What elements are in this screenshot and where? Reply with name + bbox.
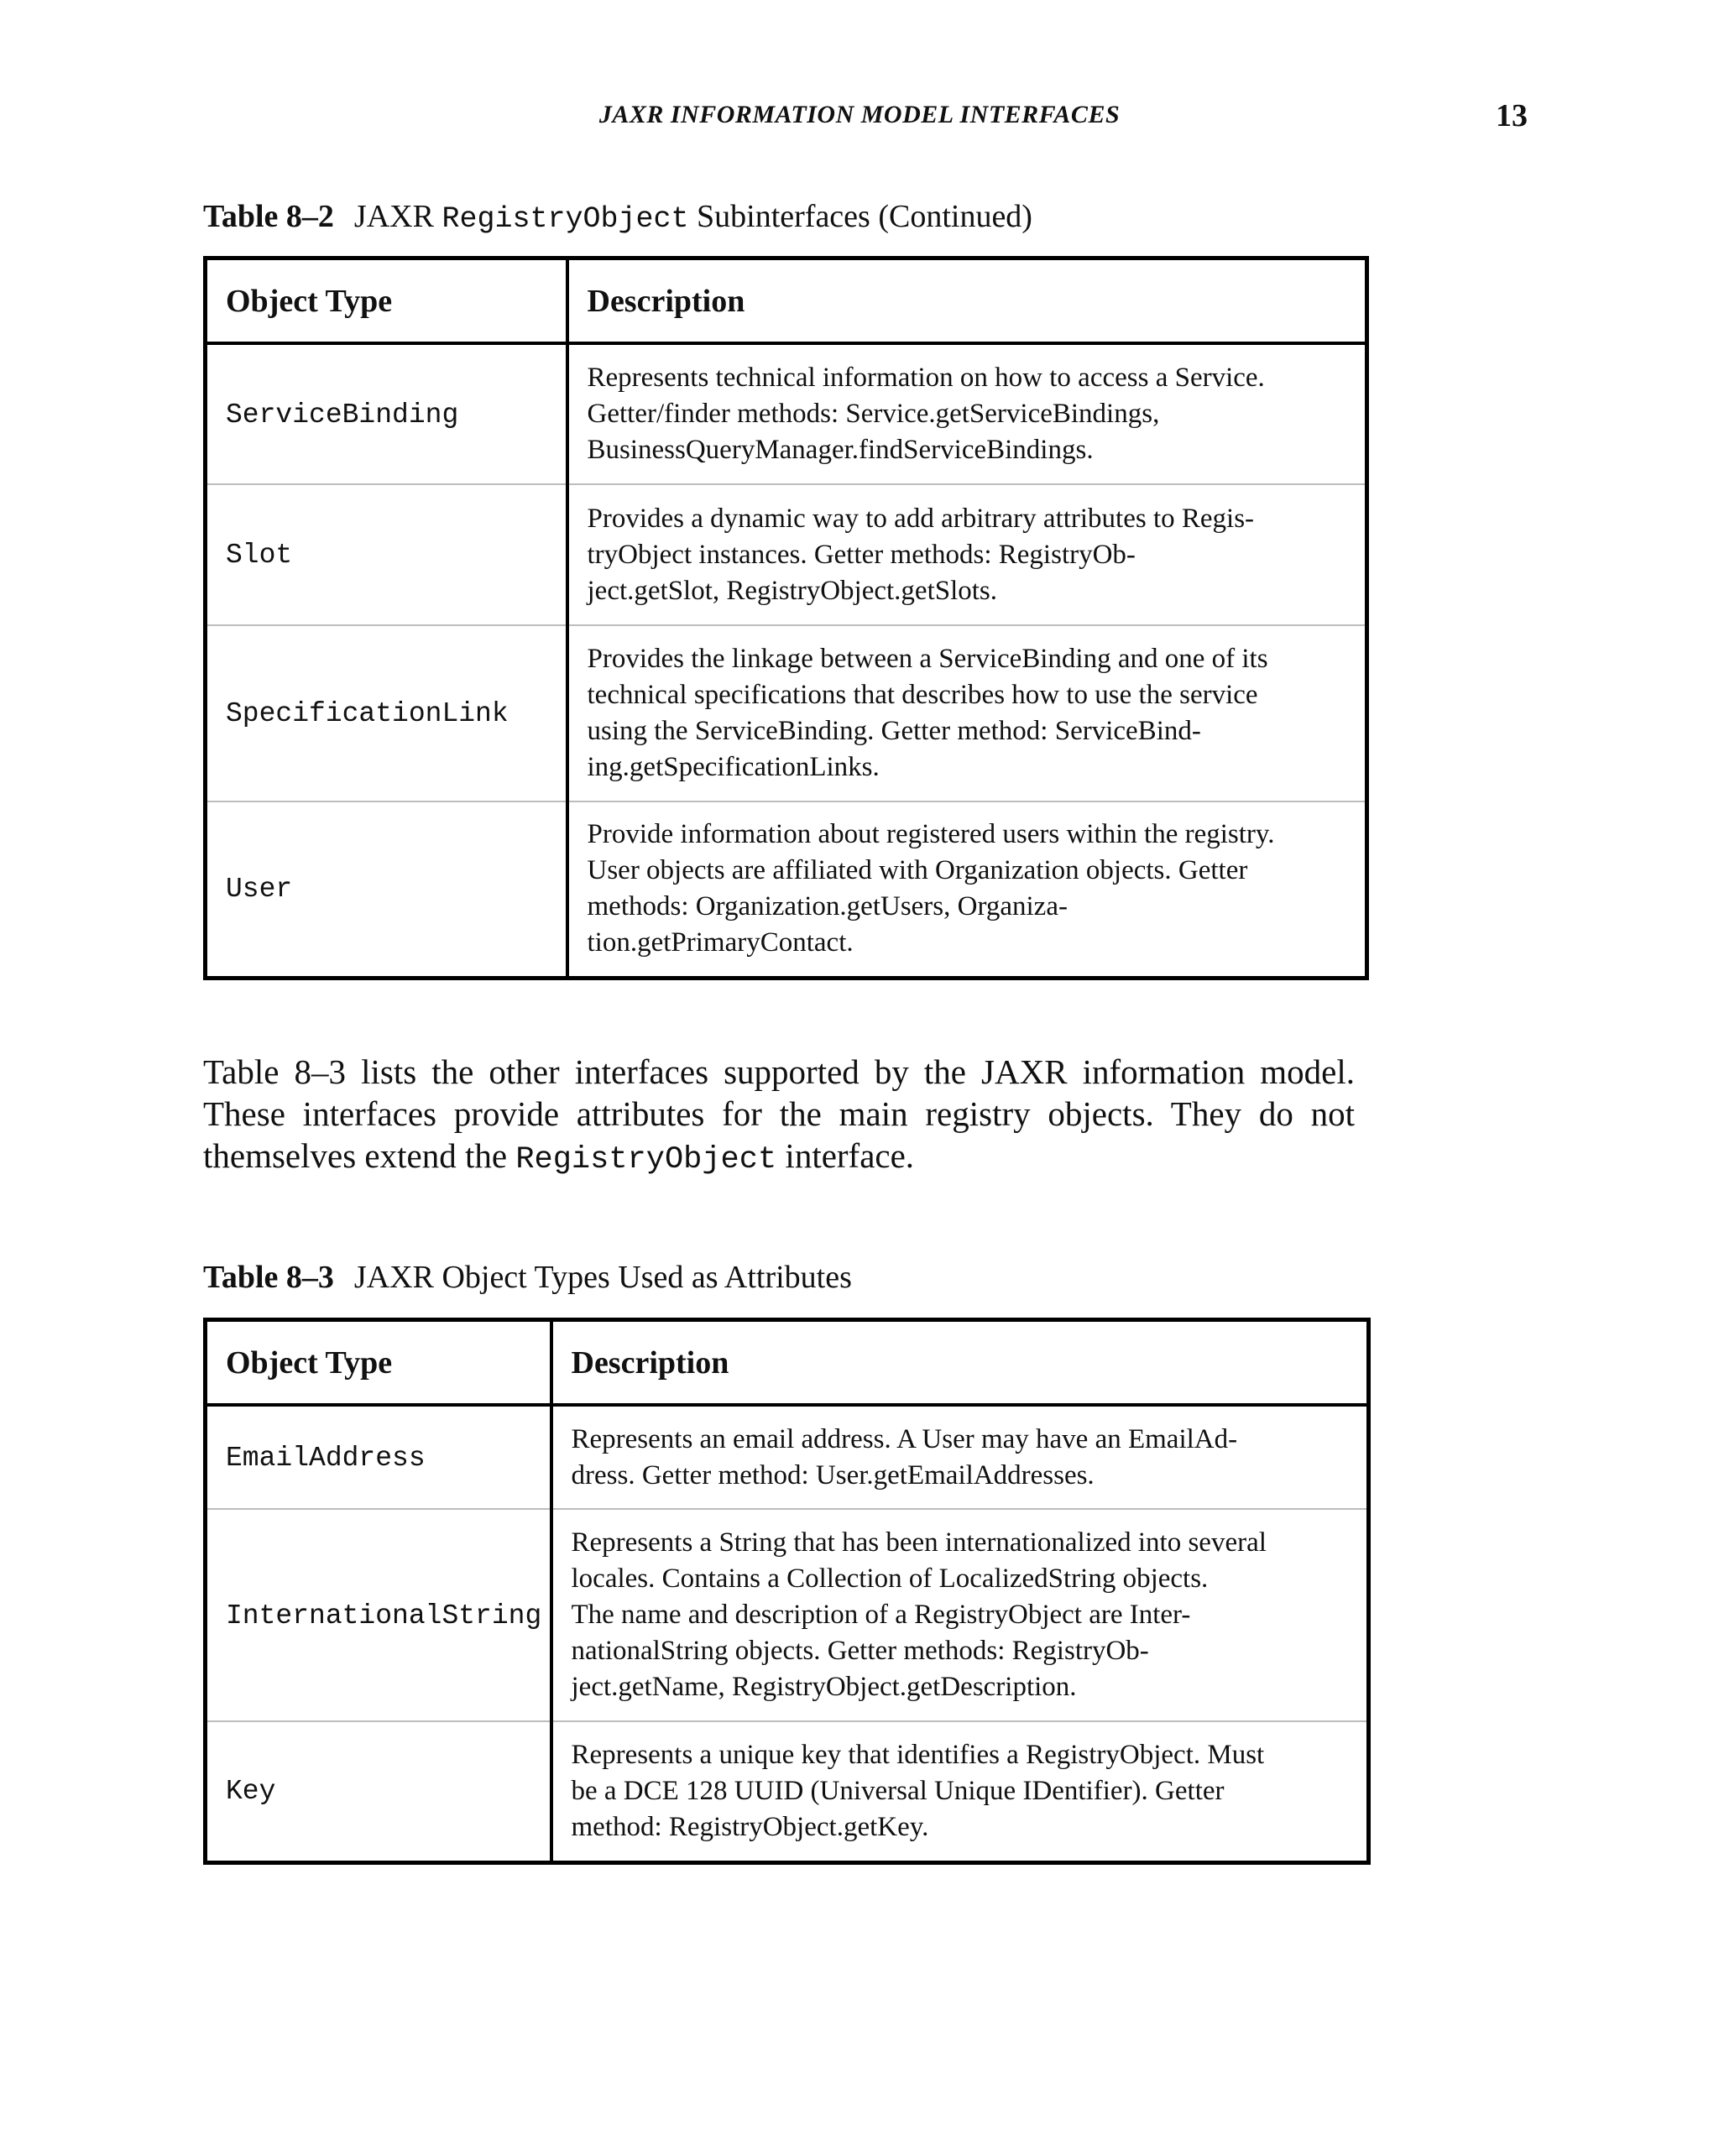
caption-label: Table 8–3 xyxy=(203,1260,334,1295)
object-type-cell: User xyxy=(206,801,567,978)
table-8-3 xyxy=(203,1318,1371,1865)
body-paragraph: Table 8–3 lists the other interfaces supported by the JAXR information model. These interfaces provide attributes for the main registry objects. They do not themselves extend the RegistryObject interface. xyxy=(203,1052,1355,1177)
table-8-2-caption xyxy=(203,198,1032,236)
caption-text: Subinterfaces (Continued) xyxy=(697,199,1032,234)
table-8-2 xyxy=(203,256,1369,980)
object-type-cell: SpecificationLink xyxy=(206,625,567,801)
description-cell: Provides a dynamic way to add arbitrary attributes to Regis- tryObject instances. Getter methods: RegistryOb- ject.getSlot, RegistryObject.getSlots. xyxy=(567,484,1367,625)
table-header-row xyxy=(206,1320,1369,1406)
table-row xyxy=(206,625,1367,801)
object-type-cell: ServiceBinding xyxy=(206,343,567,484)
object-type-cell: Key xyxy=(206,1721,551,1862)
object-type-cell: EmailAddress xyxy=(206,1405,551,1509)
object-type-cell: InternationalString xyxy=(206,1509,551,1721)
description-cell: Provides the linkage between a ServiceBinding and one of its technical specifications that describes how to use the service using the ServiceBinding. Getter method: ServiceBind- ing.getSpecificationLinks. xyxy=(567,625,1367,801)
column-header: Description xyxy=(567,258,1367,344)
description-cell: Represents technical information on how to access a Service. Getter/finder methods: Service.getServiceBindings, BusinessQueryManager.findServiceBindings. xyxy=(587,363,1265,465)
table-row xyxy=(206,1721,1369,1862)
table-row xyxy=(206,801,1367,978)
page-number: 13 xyxy=(1496,98,1528,133)
table-row xyxy=(206,484,1367,625)
column-header: Object Type xyxy=(206,258,567,344)
inline-code: RegistryObject xyxy=(515,1142,777,1177)
table-row xyxy=(206,1405,1369,1509)
caption-text: JAXR xyxy=(353,199,434,234)
object-type-cell: Slot xyxy=(206,484,567,625)
description-cell: Represents an email address. A User may have an EmailAd- dress. Getter method: User.getEmailAddresses. xyxy=(571,1423,1238,1490)
caption-label: Table 8–2 xyxy=(203,199,334,234)
description-cell: Provide information about registered users within the registry. User objects are affiliated with Organization objects. Getter methods: Organization.getUsers, Organiza- tion.getPrimaryContact. xyxy=(567,801,1367,978)
running-head: JAXR INFORMATION MODEL INTERFACES xyxy=(598,101,1121,128)
column-header: Object Type xyxy=(206,1320,551,1406)
table-row xyxy=(206,1509,1369,1721)
table-8-3-caption xyxy=(203,1259,852,1296)
caption-code: RegistryObject xyxy=(442,202,689,236)
caption-text: JAXR Object Types Used as Attributes xyxy=(353,1260,852,1295)
column-header: Description xyxy=(551,1320,1369,1406)
table-header-row xyxy=(206,258,1367,344)
description-cell: Represents a String that has been internationalized into several locales. Contains a Collection of LocalizedString objects. The name and description of a RegistryObject are Inter- nationalString objects. Getter methods: RegistryOb- ject.getName, RegistryObject.getDescription. xyxy=(551,1509,1369,1721)
description-cell: Represents a unique key that identifies a RegistryObject. Must be a DCE 128 UUID (Universal Unique IDentifier). Getter method: RegistryObject.getKey. xyxy=(551,1721,1369,1862)
table-row xyxy=(206,343,1367,484)
